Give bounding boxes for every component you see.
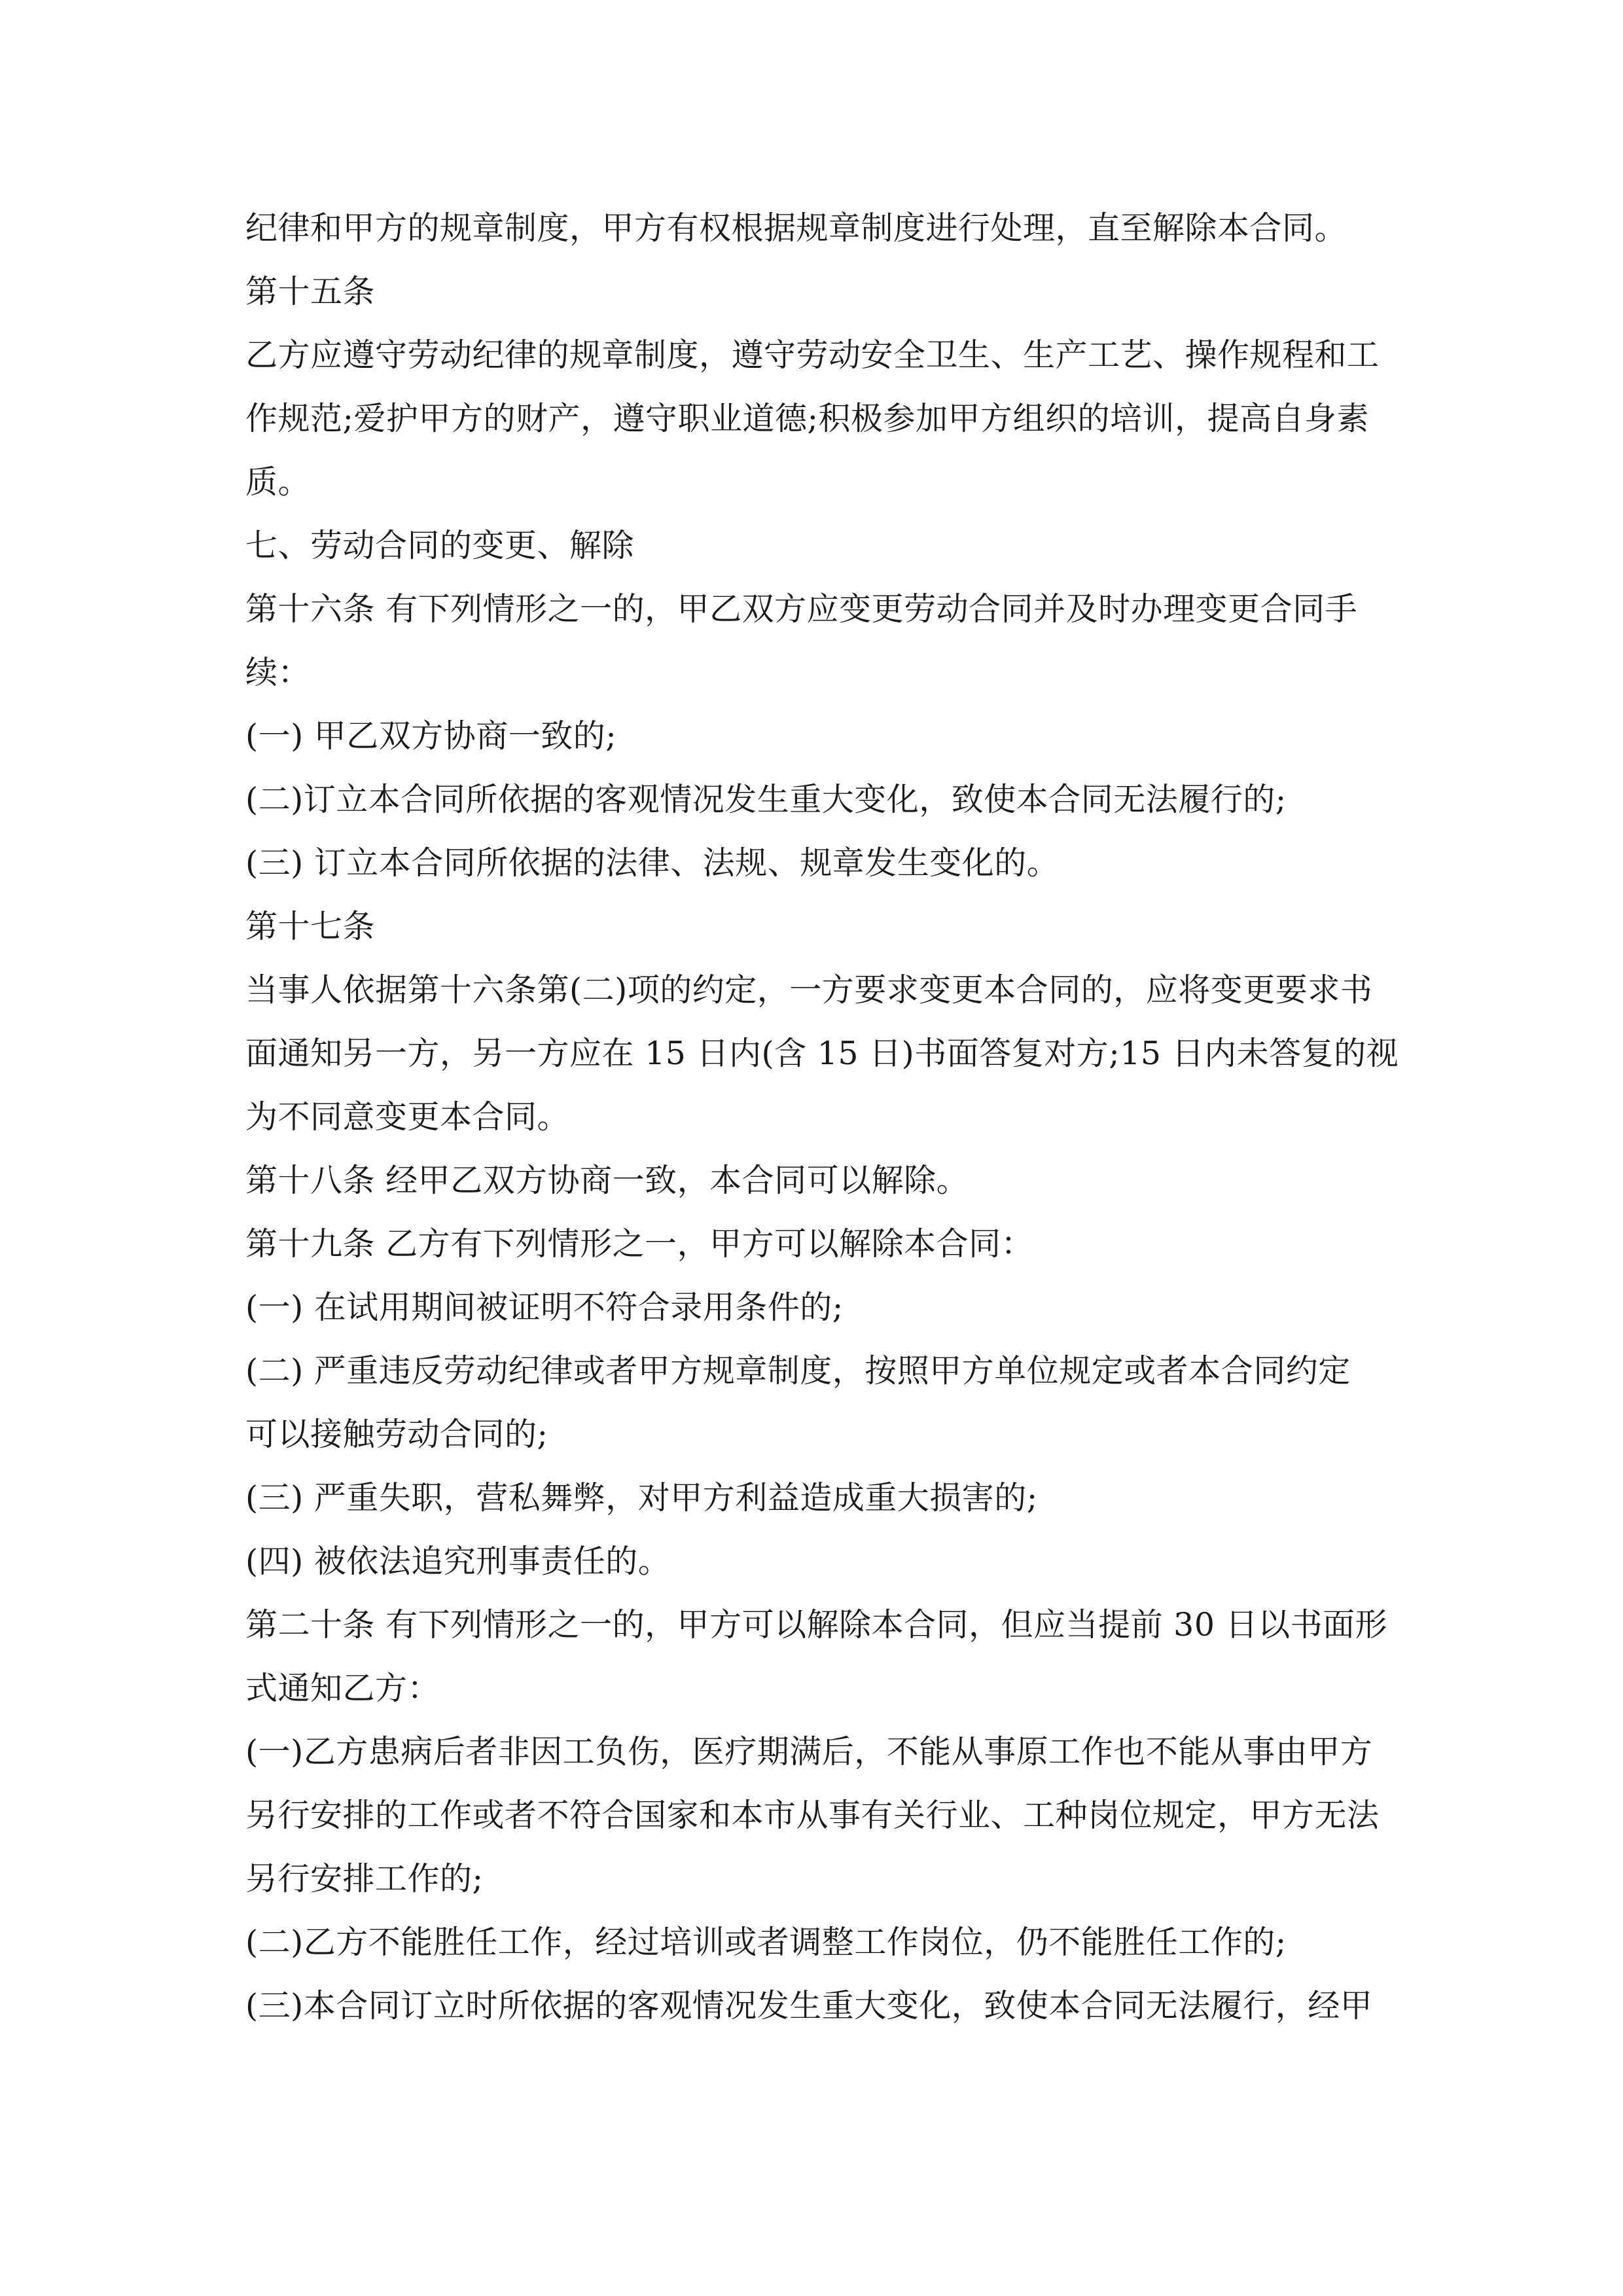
text-line: 第十九条 乙方有下列情形之一，甲方可以解除本合同： (245, 1225, 1034, 1263)
text-line: 式通知乙方： (245, 1670, 440, 1707)
list-item: (一)乙方患病后者非因工负伤，医疗期满后，不能从事原工作也不能从事由甲方 (245, 1733, 1373, 1770)
contract-text-body (245, 196, 1399, 2037)
list-item: (二) 严重违反劳动纪律或者甲方规章制度，按照甲方单位规定或者本合同约定 (245, 1352, 1351, 1390)
text-line: 面通知另一方，另一方应在 15 日内(含 15 日)书面答复对方;15 日内未答复的视 (245, 1035, 1399, 1072)
text-line: 另行安排的工作或者不符合国家和本市从事有关行业、工种岗位规定，甲方无法 (245, 1797, 1380, 1834)
text-line: 续： (245, 654, 311, 691)
text-line: 可以接触劳动合同的; (245, 1416, 548, 1453)
list-item: (二)订立本合同所依据的客观情况发生重大变化，致使本合同无法履行的; (245, 781, 1287, 818)
list-item: (三) 严重失职，营私舞弊，对甲方利益造成重大损害的; (245, 1479, 1038, 1516)
list-item: (三)本合同订立时所依据的客观情况发生重大变化，致使本合同无法履行，经甲 (245, 1987, 1373, 2024)
list-item: (四) 被依法追究刑事责任的。 (245, 1543, 671, 1580)
list-item: (一) 甲乙双方协商一致的; (245, 717, 617, 755)
text-line: 为不同意变更本合同。 (245, 1098, 570, 1136)
text-line: 纪律和甲方的规章制度，甲方有权根据规章制度进行处理，直至解除本合同。 (245, 209, 1347, 247)
article-heading: 第十五条 (245, 273, 376, 310)
list-item: (二)乙方不能胜任工作，经过培训或者调整工作岗位，仍不能胜任工作的; (245, 1924, 1287, 1961)
list-item: (三) 订立本合同所依据的法律、法规、规章发生变化的。 (245, 844, 1060, 882)
text-line: 当事人依据第十六条第(二)项的约定，一方要求变更本合同的，应将变更要求书 (245, 971, 1373, 1009)
text-line: 质。 (245, 463, 311, 501)
text-line: 第十六条 有下列情形之一的，甲乙双方应变更劳动合同并及时办理变更合同手 (245, 590, 1358, 628)
article-heading: 第十七条 (245, 908, 376, 945)
text-line: 作规范;爱护甲方的财产，遵守职业道德;积极参加甲方组织的培训，提高自身素 (245, 400, 1370, 437)
list-item: (一) 在试用期间被证明不符合录用条件的; (245, 1289, 844, 1326)
text-line: 另行安排工作的; (245, 1860, 484, 1897)
section-heading: 七、劳动合同的变更、解除 (245, 527, 635, 564)
text-line: 第十八条 经甲乙双方协商一致，本合同可以解除。 (245, 1162, 969, 1199)
text-line: 乙方应遵守劳动纪律的规章制度，遵守劳动安全卫生、生产工艺、操作规程和工 (245, 336, 1380, 374)
text-line: 第二十条 有下列情形之一的，甲方可以解除本合同，但应当提前 30 日以书面形 (245, 1606, 1388, 1643)
